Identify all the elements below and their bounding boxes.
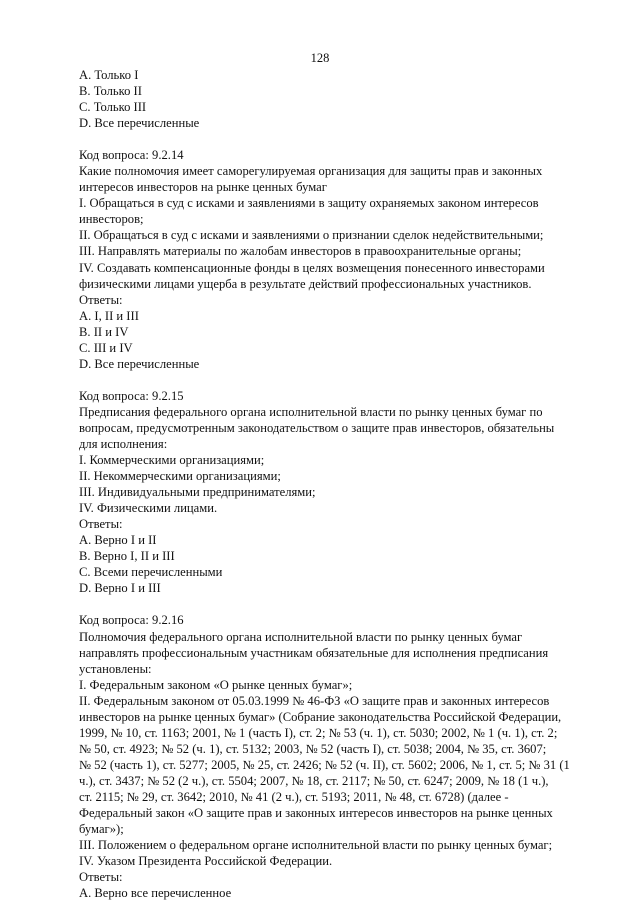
block-spacer <box>79 372 579 388</box>
text-line: II. Обращаться в суд с исками и заявлениями о признании сделок недействительными; <box>79 228 544 243</box>
text-line: II. Некоммерческими организациями; <box>79 469 281 484</box>
text-line: B. II и IV <box>79 324 129 339</box>
text-line: для исполнения: <box>79 436 168 451</box>
text-line: II. Федеральным законом от 05.03.1999 № 46-ФЗ «О защите прав и законных интересов <box>79 693 550 708</box>
text-line: Федеральный закон «О защите прав и законных интересов инвесторов на рынке ценных <box>79 806 553 821</box>
text-line: C. III и IV <box>79 340 133 355</box>
text-line: B. Верно I, II и III <box>79 549 175 564</box>
text-line: установлены: <box>79 661 152 676</box>
text-line: III. Направлять материалы по жалобам инвесторов в правоохранительные органы; <box>79 244 522 259</box>
text-line: инвесторов на рынке ценных бумаг» (Собрание законодательства Российской Федерации, <box>79 709 562 724</box>
text-line: Код вопроса: 9.2.16 <box>79 613 184 628</box>
text-line: Ответы: <box>79 292 123 307</box>
text-line: инвесторов; <box>79 212 144 227</box>
text-line: III. Положением о федеральном органе исполнительной власти по рынку ценных бумаг; <box>79 838 553 853</box>
text-line: IV. Указом Президента Российской Федерации. <box>79 854 333 869</box>
question-block-q-9-2-16 <box>79 612 579 901</box>
text-line: C. Всеми перечисленными <box>79 565 223 580</box>
text-line: A. I, II и III <box>79 308 139 323</box>
text-line: D. Верно I и III <box>79 581 161 596</box>
text-line: 1999, № 10, ст. 1163; 2001, № 1 (часть I), ст. 2; № 53 (ч. 1), ст. 5030; 2002, № 1 (ч. 1), ст. 2; <box>79 725 558 740</box>
text-line: № 52 (часть 1), ст. 5277; 2005, № 25, ст. 2426; № 52 (ч. II), ст. 5602; 2006, № 1, ст. 5; № 31 (1 <box>79 757 570 772</box>
text-line: направлять профессиональным участникам обязательные для исполнения предписания <box>79 645 549 660</box>
text-line: D. Все перечисленные <box>79 116 200 131</box>
page-number: 128 <box>310 51 330 65</box>
text-line: Ответы: <box>79 517 123 532</box>
text-line: III. Индивидуальными предпринимателями; <box>79 485 316 500</box>
text-line: B. Только II <box>79 84 142 99</box>
text-line: ч.), ст. 3437; № 52 (2 ч.), ст. 5504; 2007, № 18, ст. 2117; № 50, ст. 6247; 2009, № 18 (1 ч.), <box>79 773 549 788</box>
text-line: IV. Физическими лицами. <box>79 501 218 516</box>
text-line: Ответы: <box>79 870 123 885</box>
question-block-q-9-2-14 <box>79 147 579 372</box>
text-line: C. Только III <box>79 100 147 115</box>
block-spacer <box>79 131 579 147</box>
text-line: Какие полномочия имеет саморегулируемая организация для защиты прав и законных <box>79 164 543 179</box>
text-line: Код вопроса: 9.2.15 <box>79 388 184 403</box>
text-line: I. Обращаться в суд с исками и заявлениями в защиту охраняемых законом интересов <box>79 196 539 211</box>
text-line: A. Только I <box>79 68 139 82</box>
text-line: I. Коммерческими организациями; <box>79 453 265 468</box>
text-line: I. Федеральным законом «О рынке ценных бумаг»; <box>79 677 353 692</box>
text-line: Код вопроса: 9.2.14 <box>79 148 184 163</box>
text-line: D. Все перечисленные <box>79 356 200 371</box>
text-line: Предписания федерального органа исполнительной власти по рынку ценных бумаг по <box>79 404 543 419</box>
text-line: № 50, ст. 4923; № 52 (ч. 1), ст. 5132; 2003, № 52 (часть I), ст. 5038; 2004, № 35, ст. 3607; <box>79 741 547 756</box>
text-line: A. Верно I и II <box>79 533 157 548</box>
question-block-q-9-2-15 <box>79 388 579 597</box>
text-line: ст. 2115; № 29, ст. 3642; 2010, № 41 (2 ч.), ст. 5193; 2011, № 48, ст. 6728) (далее - <box>79 789 509 804</box>
text-line: интересов инвесторов на рынке ценных бумаг <box>79 180 327 195</box>
text-line: вопросам, предусмотренным законодательством о защите прав инвесторов, обязательны <box>79 420 555 435</box>
text-line: бумаг»); <box>79 822 124 837</box>
page-content <box>79 67 579 901</box>
block-spacer <box>79 596 579 612</box>
question-block-q1-tail <box>79 67 579 131</box>
text-line: IV. Создавать компенсационные фонды в целях возмещения понесенного инвесторами <box>79 260 545 275</box>
text-line: физическими лицами ущерба в результате действий профессиональных участников. <box>79 276 532 291</box>
text-line: A. Верно все перечисленное <box>79 886 232 901</box>
text-line: Полномочия федерального органа исполнительной власти по рынку ценных бумаг <box>79 629 523 644</box>
